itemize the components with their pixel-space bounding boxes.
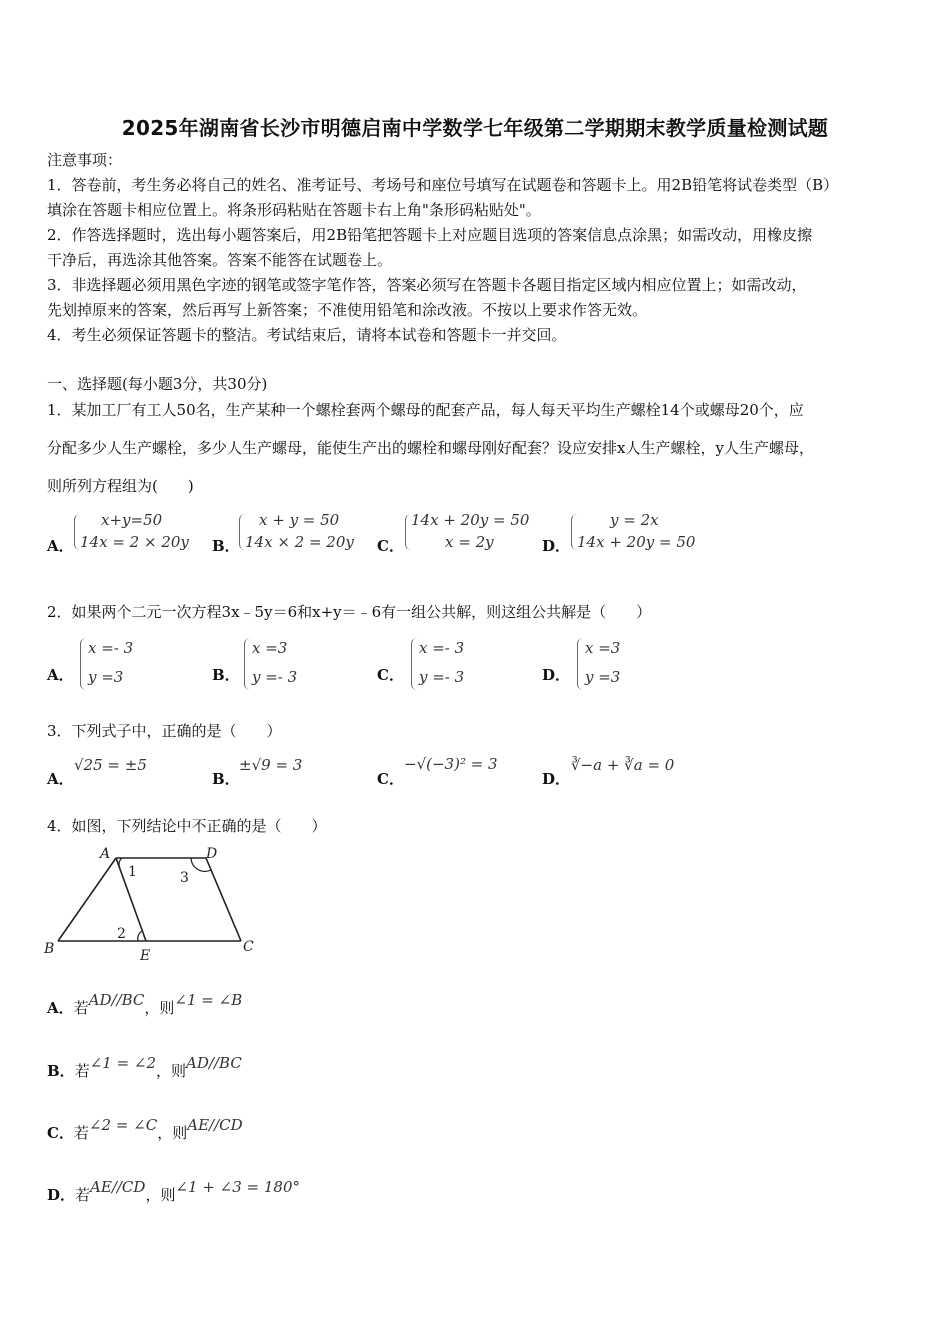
label-e: E <box>140 948 151 964</box>
result: ∠1 + ∠3 = 180° <box>175 1178 301 1196</box>
condition: AD//BC <box>88 991 145 1009</box>
angle-2-label: 2 <box>117 926 126 942</box>
option-label: D． <box>542 666 571 684</box>
equation: x =- 3 <box>88 639 134 657</box>
expression: −√(−3)² = 3 <box>404 755 498 773</box>
condition: AE//CD <box>90 1178 146 1196</box>
label-a: A <box>100 846 111 862</box>
option-label: C． <box>377 770 404 788</box>
option-label: D． <box>47 1186 76 1204</box>
option-text: 若 <box>73 999 89 1017</box>
notice-line: 先划掉原来的答案，然后再写上新答案；不准使用铅笔和涂改液。不按以上要求作答无效。 <box>47 301 648 319</box>
option-label: A． <box>47 999 74 1017</box>
result: ∠1 = ∠B <box>174 991 243 1009</box>
equation: x =3 <box>252 639 288 657</box>
option-text: 若 <box>75 1186 91 1204</box>
expression: ∛−a + ∛a = 0 <box>571 756 675 774</box>
equation: 14x = 2 × 20y <box>80 533 189 551</box>
option-label: C． <box>377 666 404 684</box>
option-text: ，则 <box>145 1186 176 1204</box>
option-label: A． <box>47 537 74 555</box>
option-text: ，则 <box>156 1062 187 1080</box>
option-label: B． <box>47 1062 75 1080</box>
option-label: A． <box>47 770 74 788</box>
system-brace <box>80 638 86 690</box>
question-1-line: 则所列方程组为( ) <box>47 477 194 495</box>
result: AD//BC <box>186 1054 242 1072</box>
angle-1-arc <box>119 858 122 868</box>
expression: ±√9 = 3 <box>239 756 303 774</box>
equation: y = 2x <box>610 511 659 529</box>
question-4-text: 4．如图，下列结论中不正确的是（ ） <box>47 817 327 835</box>
option-label: A． <box>47 666 74 684</box>
label-d: D <box>206 846 218 862</box>
notice-line: 3．非选择题必须用黑色字迹的钢笔或签字笔作答，答案必须写在答题卡各题目指定区域内相应位置上；如需改动， <box>47 276 807 294</box>
equation: y =- 3 <box>419 668 465 686</box>
equation: 14x × 2 = 20y <box>245 533 354 551</box>
condition: ∠2 = ∠C <box>88 1116 158 1134</box>
notice-heading: 注意事项： <box>47 151 123 169</box>
option-label: C． <box>377 537 404 555</box>
condition: ∠1 = ∠2 <box>89 1054 157 1072</box>
segment-ab <box>58 858 116 941</box>
label-b: B <box>44 941 55 957</box>
trapezoid-figure <box>40 842 270 967</box>
question-1-line: 1．某加工厂有工人50名，生产某种一个螺栓套两个螺母的配套产品，每人每天平均生产螺栓14个或螺母20个，应 <box>47 401 804 419</box>
question-3-text: 3．下列式子中，正确的是（ ） <box>47 722 282 740</box>
section-heading: 一、选择题(每小题3分，共30分) <box>47 375 268 393</box>
equation: x =- 3 <box>419 639 465 657</box>
option-label: B． <box>212 666 240 684</box>
equation: x = 2y <box>445 533 494 551</box>
equation: y =- 3 <box>252 668 298 686</box>
system-brace <box>411 638 417 690</box>
notice-line: 1．答卷前，考生务必将自己的姓名、准考证号、考场号和座位号填写在试题卷和答题卡上。用2B铅笔将试卷类型（B） <box>47 176 839 194</box>
result: AE//CD <box>187 1116 243 1134</box>
page-title: 2025年湖南省长沙市明德启南中学数学七年级第二学期期末教学质量检测试题 <box>121 116 829 140</box>
notice-line: 2．作答选择题时，选出每小题答案后，用2B铅笔把答题卡上对应题目选项的答案信息点涂黑；如需改动，用橡皮擦 <box>47 226 813 244</box>
question-1-line: 分配多少人生产螺栓，多少人生产螺母，能使生产出的螺栓和螺母刚好配套？设应安排x人生产螺栓，y人生产螺母， <box>47 439 814 457</box>
equation: x =3 <box>585 639 621 657</box>
system-brace <box>244 638 250 690</box>
option-text: ，则 <box>157 1124 188 1142</box>
notice-line: 填涂在答题卡相应位置上。将条形码粘贴在答题卡右上角"条形码粘贴处"。 <box>47 201 541 219</box>
expression: √25 = ±5 <box>74 756 147 774</box>
system-brace <box>577 638 583 690</box>
segment-dc <box>206 858 241 941</box>
option-label: D． <box>542 770 571 788</box>
option-label: D． <box>542 537 571 555</box>
option-label: B． <box>212 537 240 555</box>
angle-3-label: 3 <box>180 870 189 886</box>
equation: 14x + 20y = 50 <box>577 533 696 551</box>
option-label: B． <box>212 770 240 788</box>
notice-line: 干净后，再选涂其他答案。答案不能答在试题卷上。 <box>47 251 393 269</box>
option-text: 若 <box>73 1124 89 1142</box>
equation: 14x + 20y = 50 <box>411 511 530 529</box>
equation: y =3 <box>88 668 124 686</box>
option-text: ，则 <box>144 999 175 1017</box>
label-c: C <box>243 939 254 955</box>
angle-1-label: 1 <box>128 864 137 880</box>
equation: x + y = 50 <box>259 511 340 529</box>
angle-2-arc <box>138 931 142 941</box>
question-2-text: 2．如果两个二元一次方程3x﹣5y＝6和x+y＝﹣6有一组公共解，则这组公共解是（ ） <box>47 603 652 621</box>
option-text: 若 <box>74 1062 90 1080</box>
equation: y =3 <box>585 668 621 686</box>
equation: x+y=50 <box>101 511 163 529</box>
notice-line: 4．考生必须保证答题卡的整洁。考试结束后，请将本试卷和答题卡一并交回。 <box>47 326 567 344</box>
option-label: C． <box>47 1124 74 1142</box>
